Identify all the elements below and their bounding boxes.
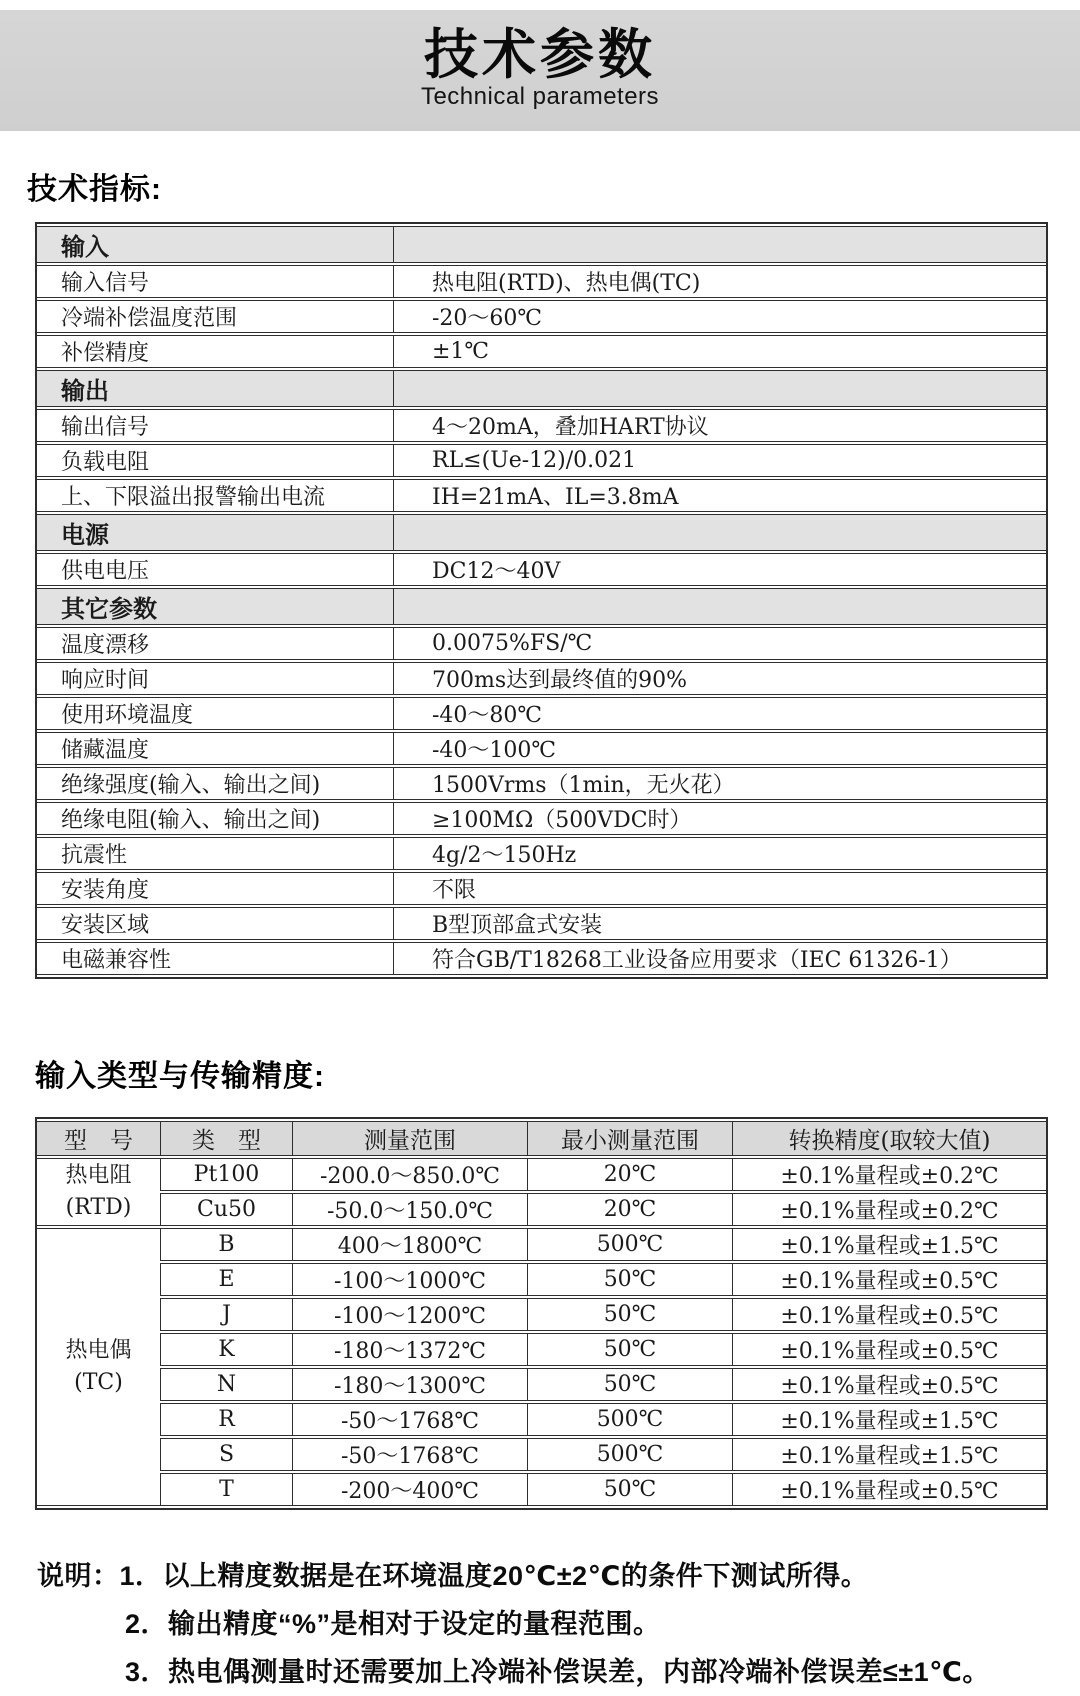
spec-label: 负载电阻 bbox=[37, 444, 393, 477]
io-table bbox=[35, 1117, 1048, 1510]
io-min: 20℃ bbox=[527, 1158, 732, 1191]
spec-section-row bbox=[37, 514, 1046, 551]
io-section-heading: 输入类型与传输精度: bbox=[35, 1060, 325, 1093]
io-type: N bbox=[160, 1368, 292, 1401]
spec-row bbox=[37, 872, 1046, 905]
spec-section-spacer bbox=[393, 226, 1046, 263]
io-accuracy: ±0.1%量程或±1.5℃ bbox=[732, 1403, 1046, 1436]
io-model-cell bbox=[37, 1158, 160, 1226]
spec-row bbox=[37, 335, 1046, 368]
spec-section-label: 输入 bbox=[37, 226, 393, 263]
title-banner bbox=[0, 10, 1080, 131]
spec-row bbox=[37, 409, 1046, 442]
io-header-type: 类 型 bbox=[160, 1121, 292, 1156]
spec-value: 0.0075%FS/℃ bbox=[393, 627, 1046, 660]
spec-row bbox=[37, 837, 1046, 870]
io-accuracy: ±0.1%量程或±0.5℃ bbox=[732, 1473, 1046, 1506]
note-line-1 bbox=[37, 1552, 1048, 1600]
spec-table bbox=[35, 222, 1048, 979]
spec-value: IH=21mA、IL=3.8mA bbox=[393, 479, 1046, 512]
spec-value: 不限 bbox=[393, 872, 1046, 905]
spec-row bbox=[37, 697, 1046, 730]
io-min: 500℃ bbox=[527, 1438, 732, 1471]
page-subtitle: Technical parameters bbox=[420, 83, 660, 111]
io-type: E bbox=[160, 1263, 292, 1296]
notes-prefix: 说明： bbox=[37, 1561, 120, 1591]
io-min: 50℃ bbox=[527, 1298, 732, 1331]
io-accuracy: ±0.1%量程或±0.2℃ bbox=[732, 1193, 1046, 1226]
io-range: -100～1000℃ bbox=[292, 1263, 527, 1296]
io-row bbox=[37, 1368, 1046, 1401]
spec-label: 储藏温度 bbox=[37, 732, 393, 765]
io-type: R bbox=[160, 1403, 292, 1436]
spec-label: 绝缘电阻(输入、输出之间) bbox=[37, 802, 393, 835]
spec-value: 4～20mA，叠加HART协议 bbox=[393, 409, 1046, 442]
io-range: -200～400℃ bbox=[292, 1473, 527, 1506]
note-line-3: 3．热电偶测量时还需要加上冷端补偿误差，内部冷端补偿误差≤±1℃。 bbox=[125, 1657, 990, 1687]
spec-section-spacer bbox=[393, 370, 1046, 407]
io-header-model: 型 号 bbox=[37, 1121, 160, 1156]
io-model-code: (TC) bbox=[74, 1370, 123, 1395]
io-model-name: 热电阻 bbox=[65, 1163, 132, 1189]
spec-row bbox=[37, 802, 1046, 835]
io-row bbox=[37, 1333, 1046, 1366]
spec-label: 补偿精度 bbox=[37, 335, 393, 368]
spec-label: 响应时间 bbox=[37, 662, 393, 695]
spec-value: ≥100MΩ（500VDC时） bbox=[393, 802, 1046, 835]
io-type: J bbox=[160, 1298, 292, 1331]
io-accuracy: ±0.1%量程或±1.5℃ bbox=[732, 1438, 1046, 1471]
io-row bbox=[37, 1438, 1046, 1471]
io-range: -180～1300℃ bbox=[292, 1368, 527, 1401]
io-header-row bbox=[37, 1121, 1046, 1156]
io-type: B bbox=[160, 1228, 292, 1261]
io-type: T bbox=[160, 1473, 292, 1506]
content-area bbox=[27, 131, 1048, 1696]
spec-value: 700ms达到最终值的90% bbox=[393, 662, 1046, 695]
spec-value: 热电阻(RTD)、热电偶(TC) bbox=[393, 265, 1046, 298]
note-text: 1．以上精度数据是在环境温度20℃±2℃的条件下测试所得。 bbox=[119, 1561, 869, 1591]
spec-section-row bbox=[37, 588, 1046, 625]
page-title: 技术参数 bbox=[424, 25, 656, 85]
io-row bbox=[37, 1473, 1046, 1506]
spec-row bbox=[37, 479, 1046, 512]
spec-section-row bbox=[37, 226, 1046, 263]
spec-row bbox=[37, 907, 1046, 940]
io-range: -50.0～150.0℃ bbox=[292, 1193, 527, 1226]
io-type: Cu50 bbox=[160, 1193, 292, 1226]
spec-value: 1500Vrms（1min，无火花） bbox=[393, 767, 1046, 800]
spec-row bbox=[37, 444, 1046, 477]
spec-label: 安装角度 bbox=[37, 872, 393, 905]
io-row bbox=[37, 1403, 1046, 1436]
spec-value: RL≤(Ue-12)/0.021 bbox=[393, 444, 1046, 477]
spec-section-label: 电源 bbox=[37, 514, 393, 551]
io-min: 50℃ bbox=[527, 1368, 732, 1401]
spec-label: 绝缘强度(输入、输出之间) bbox=[37, 767, 393, 800]
io-type: K bbox=[160, 1333, 292, 1366]
io-model-code: (RTD) bbox=[65, 1195, 132, 1220]
spec-section-heading: 技术指标: bbox=[27, 173, 162, 206]
io-range: -180～1372℃ bbox=[292, 1333, 527, 1366]
io-header-min: 最小测量范围 bbox=[527, 1121, 732, 1156]
io-min: 50℃ bbox=[527, 1333, 732, 1366]
io-min: 500℃ bbox=[527, 1228, 732, 1261]
spec-label: 上、下限溢出报警输出电流 bbox=[37, 479, 393, 512]
io-header-range: 测量范围 bbox=[292, 1121, 527, 1156]
io-range: 400～1800℃ bbox=[292, 1228, 527, 1261]
io-model-cell bbox=[37, 1228, 160, 1506]
spec-row bbox=[37, 265, 1046, 298]
io-type: S bbox=[160, 1438, 292, 1471]
io-accuracy: ±0.1%量程或±0.2℃ bbox=[732, 1158, 1046, 1191]
spec-value: -40～100℃ bbox=[393, 732, 1046, 765]
note-line-2: 2．输出精度“%”是相对于设定的量程范围。 bbox=[125, 1609, 661, 1639]
spec-label: 冷端补偿温度范围 bbox=[37, 300, 393, 333]
io-min: 500℃ bbox=[527, 1403, 732, 1436]
spec-row bbox=[37, 553, 1046, 586]
spec-row bbox=[37, 300, 1046, 333]
spec-section-label: 输出 bbox=[37, 370, 393, 407]
io-min: 50℃ bbox=[527, 1473, 732, 1506]
spec-label: 输入信号 bbox=[37, 265, 393, 298]
spec-label: 温度漂移 bbox=[37, 627, 393, 660]
spec-label: 安装区域 bbox=[37, 907, 393, 940]
io-row bbox=[37, 1158, 1046, 1191]
notes-block bbox=[37, 1552, 1048, 1696]
io-model-name: 热电偶 bbox=[65, 1338, 132, 1364]
io-row bbox=[37, 1298, 1046, 1331]
spec-row bbox=[37, 942, 1046, 975]
spec-value: -40～80℃ bbox=[393, 697, 1046, 730]
io-min: 50℃ bbox=[527, 1263, 732, 1296]
io-accuracy: ±0.1%量程或±0.5℃ bbox=[732, 1298, 1046, 1331]
spec-row bbox=[37, 767, 1046, 800]
io-range: -200.0～850.0℃ bbox=[292, 1158, 527, 1191]
spec-label: 供电电压 bbox=[37, 553, 393, 586]
io-header-accuracy: 转换精度(取较大值) bbox=[732, 1121, 1046, 1156]
spec-section-label: 其它参数 bbox=[37, 588, 393, 625]
io-range: -50～1768℃ bbox=[292, 1438, 527, 1471]
io-range: -50～1768℃ bbox=[292, 1403, 527, 1436]
spec-section-row bbox=[37, 370, 1046, 407]
spec-label: 抗震性 bbox=[37, 837, 393, 870]
io-row bbox=[37, 1228, 1046, 1261]
io-type: Pt100 bbox=[160, 1158, 292, 1191]
spec-value: ±1℃ bbox=[393, 335, 1046, 368]
spec-section-spacer bbox=[393, 588, 1046, 625]
io-accuracy: ±0.1%量程或±0.5℃ bbox=[732, 1368, 1046, 1401]
spec-value: -20～60℃ bbox=[393, 300, 1046, 333]
spec-label: 电磁兼容性 bbox=[37, 942, 393, 975]
io-row bbox=[37, 1263, 1046, 1296]
spec-value: 符合GB/T18268工业设备应用要求（IEC 61326-1） bbox=[393, 942, 1046, 975]
spec-value: 4g/2～150Hz bbox=[393, 837, 1046, 870]
io-accuracy: ±0.1%量程或±1.5℃ bbox=[732, 1228, 1046, 1261]
spec-value: DC12～40V bbox=[393, 553, 1046, 586]
io-accuracy: ±0.1%量程或±0.5℃ bbox=[732, 1263, 1046, 1296]
io-accuracy: ±0.1%量程或±0.5℃ bbox=[732, 1333, 1046, 1366]
spec-section-spacer bbox=[393, 514, 1046, 551]
spec-label: 使用环境温度 bbox=[37, 697, 393, 730]
spec-value: B型顶部盒式安装 bbox=[393, 907, 1046, 940]
spec-label: 输出信号 bbox=[37, 409, 393, 442]
spec-row bbox=[37, 662, 1046, 695]
spec-row bbox=[37, 732, 1046, 765]
spec-row bbox=[37, 627, 1046, 660]
io-min: 20℃ bbox=[527, 1193, 732, 1226]
io-row bbox=[37, 1193, 1046, 1226]
io-range: -100～1200℃ bbox=[292, 1298, 527, 1331]
